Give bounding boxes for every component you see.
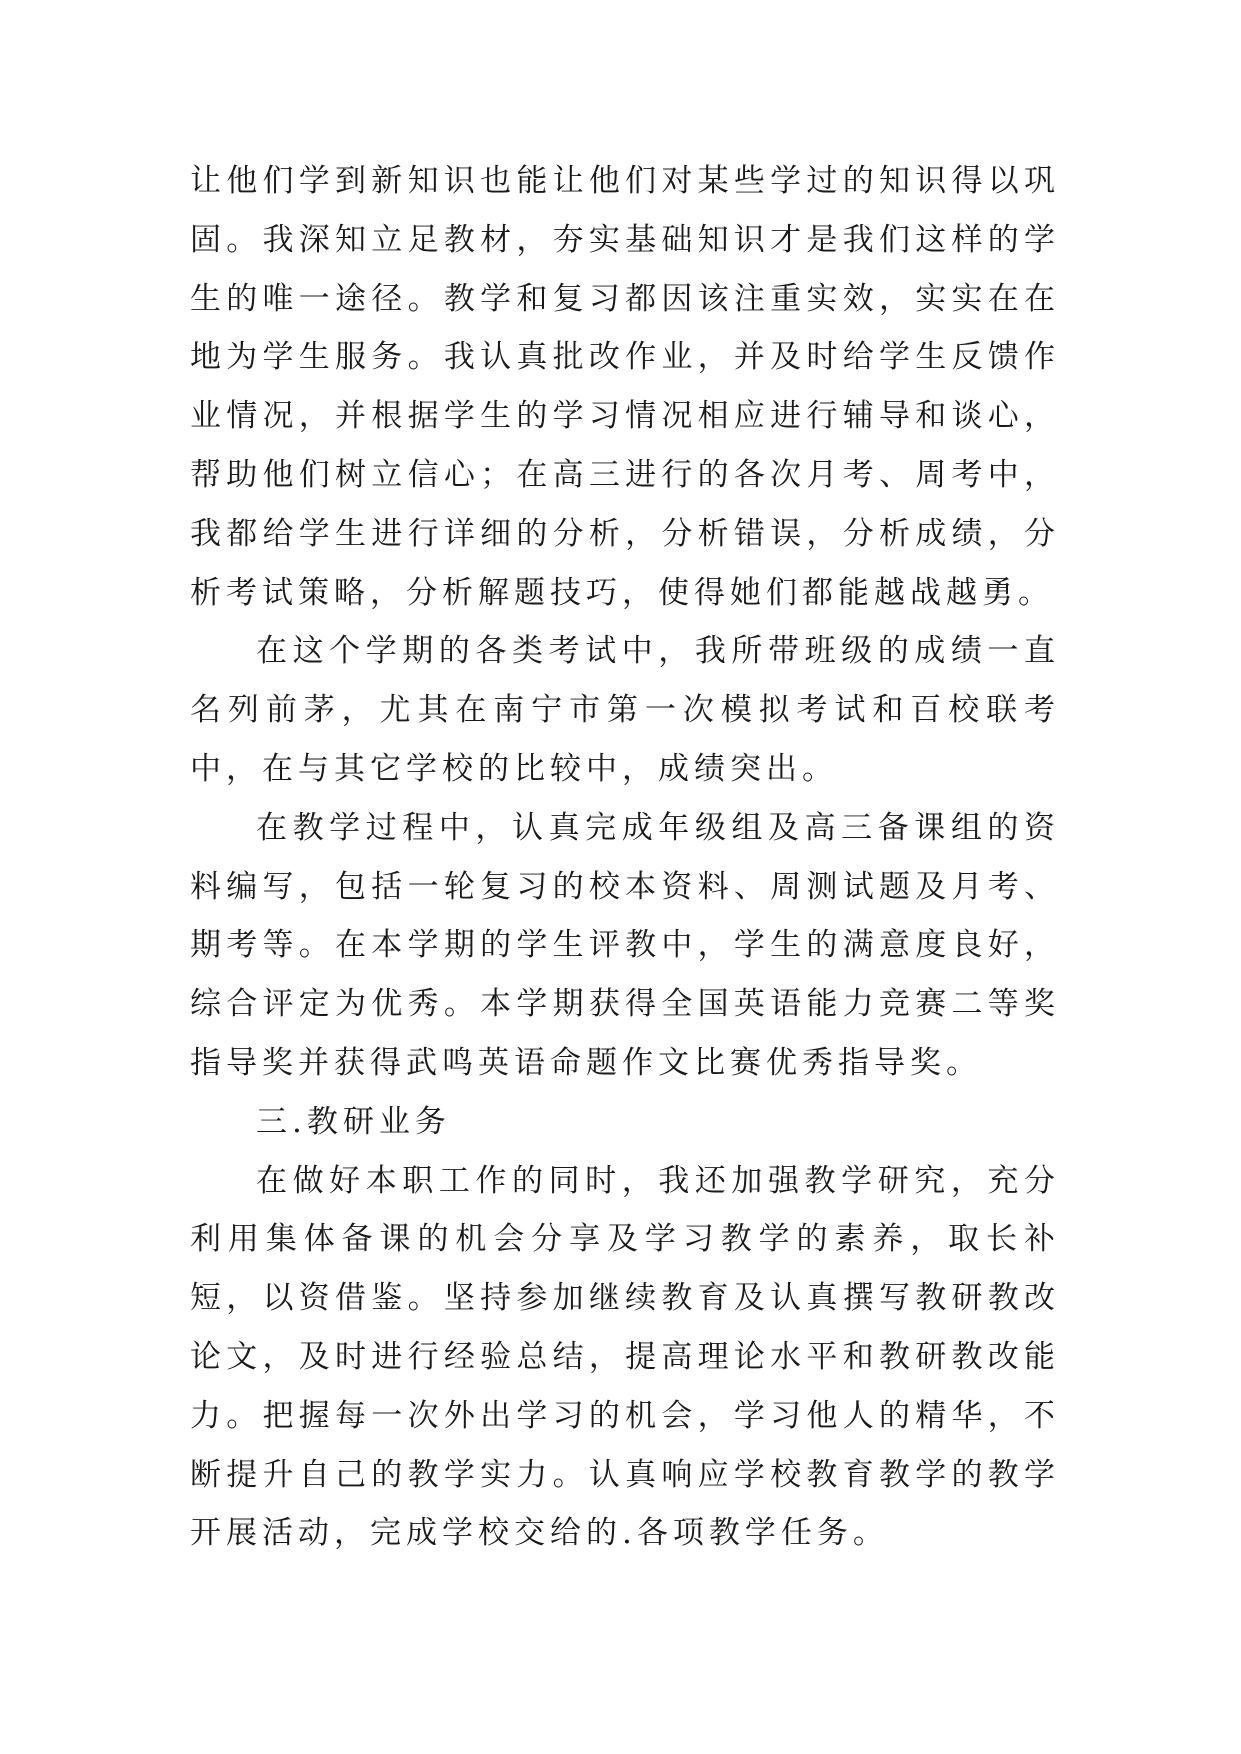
paragraph-continuation: 让他们学到新知识也能让他们对某些学过的知识得以巩固。我深知立足教材，夯实基础知识才是我们这样的学生的唯一途径。教学和复习都因该注重实效，实实在在地为学生服务。我认真批改作业，并及时给学生反馈作业情况，并根据学生的学习情况相应进行辅导和谈心，帮助他们树立信心；在高三进行的各次月考、周考中，我都给学生进行详细的分析，分析错误，分析成绩，分析考试策略，分析解题技巧，使得她们都能越战越勇。 [190,163,1060,611]
paragraph-exam-results: 在这个学期的各类考试中，我所带班级的成绩一直名列前茅，尤其在南宁市第一次模拟考试和百校联考中，在与其它学校的比较中，成绩突出。 [190,633,1060,787]
document-body [190,152,1060,1563]
paragraph-research: 在做好本职工作的同时，我还加强教学研究，充分利用集体备课的机会分享及学习教学的素养，取长补短，以资借鉴。坚持参加继续教育及认真撰写教研教改论文，及时进行经验总结，提高理论水平和教研教改能力。把握每一次外出学习的机会，学习他人的精华，不断提升自己的教学实力。认真响应学校教育教学的教学开展活动，完成学校交给的.各项教学任务。 [190,1162,1060,1552]
section-heading-research: 三.教研业务 [256,1103,451,1140]
paragraph-materials: 在教学过程中，认真完成年级组及高三备课组的资料编写，包括一轮复习的校本资料、周测试题及月考、期考等。在本学期的学生评教中，学生的满意度良好，综合评定为优秀。本学期获得全国英语能力竞赛二等奖指导奖并获得武鸣英语命题作文比赛优秀指导奖。 [190,809,1060,1081]
